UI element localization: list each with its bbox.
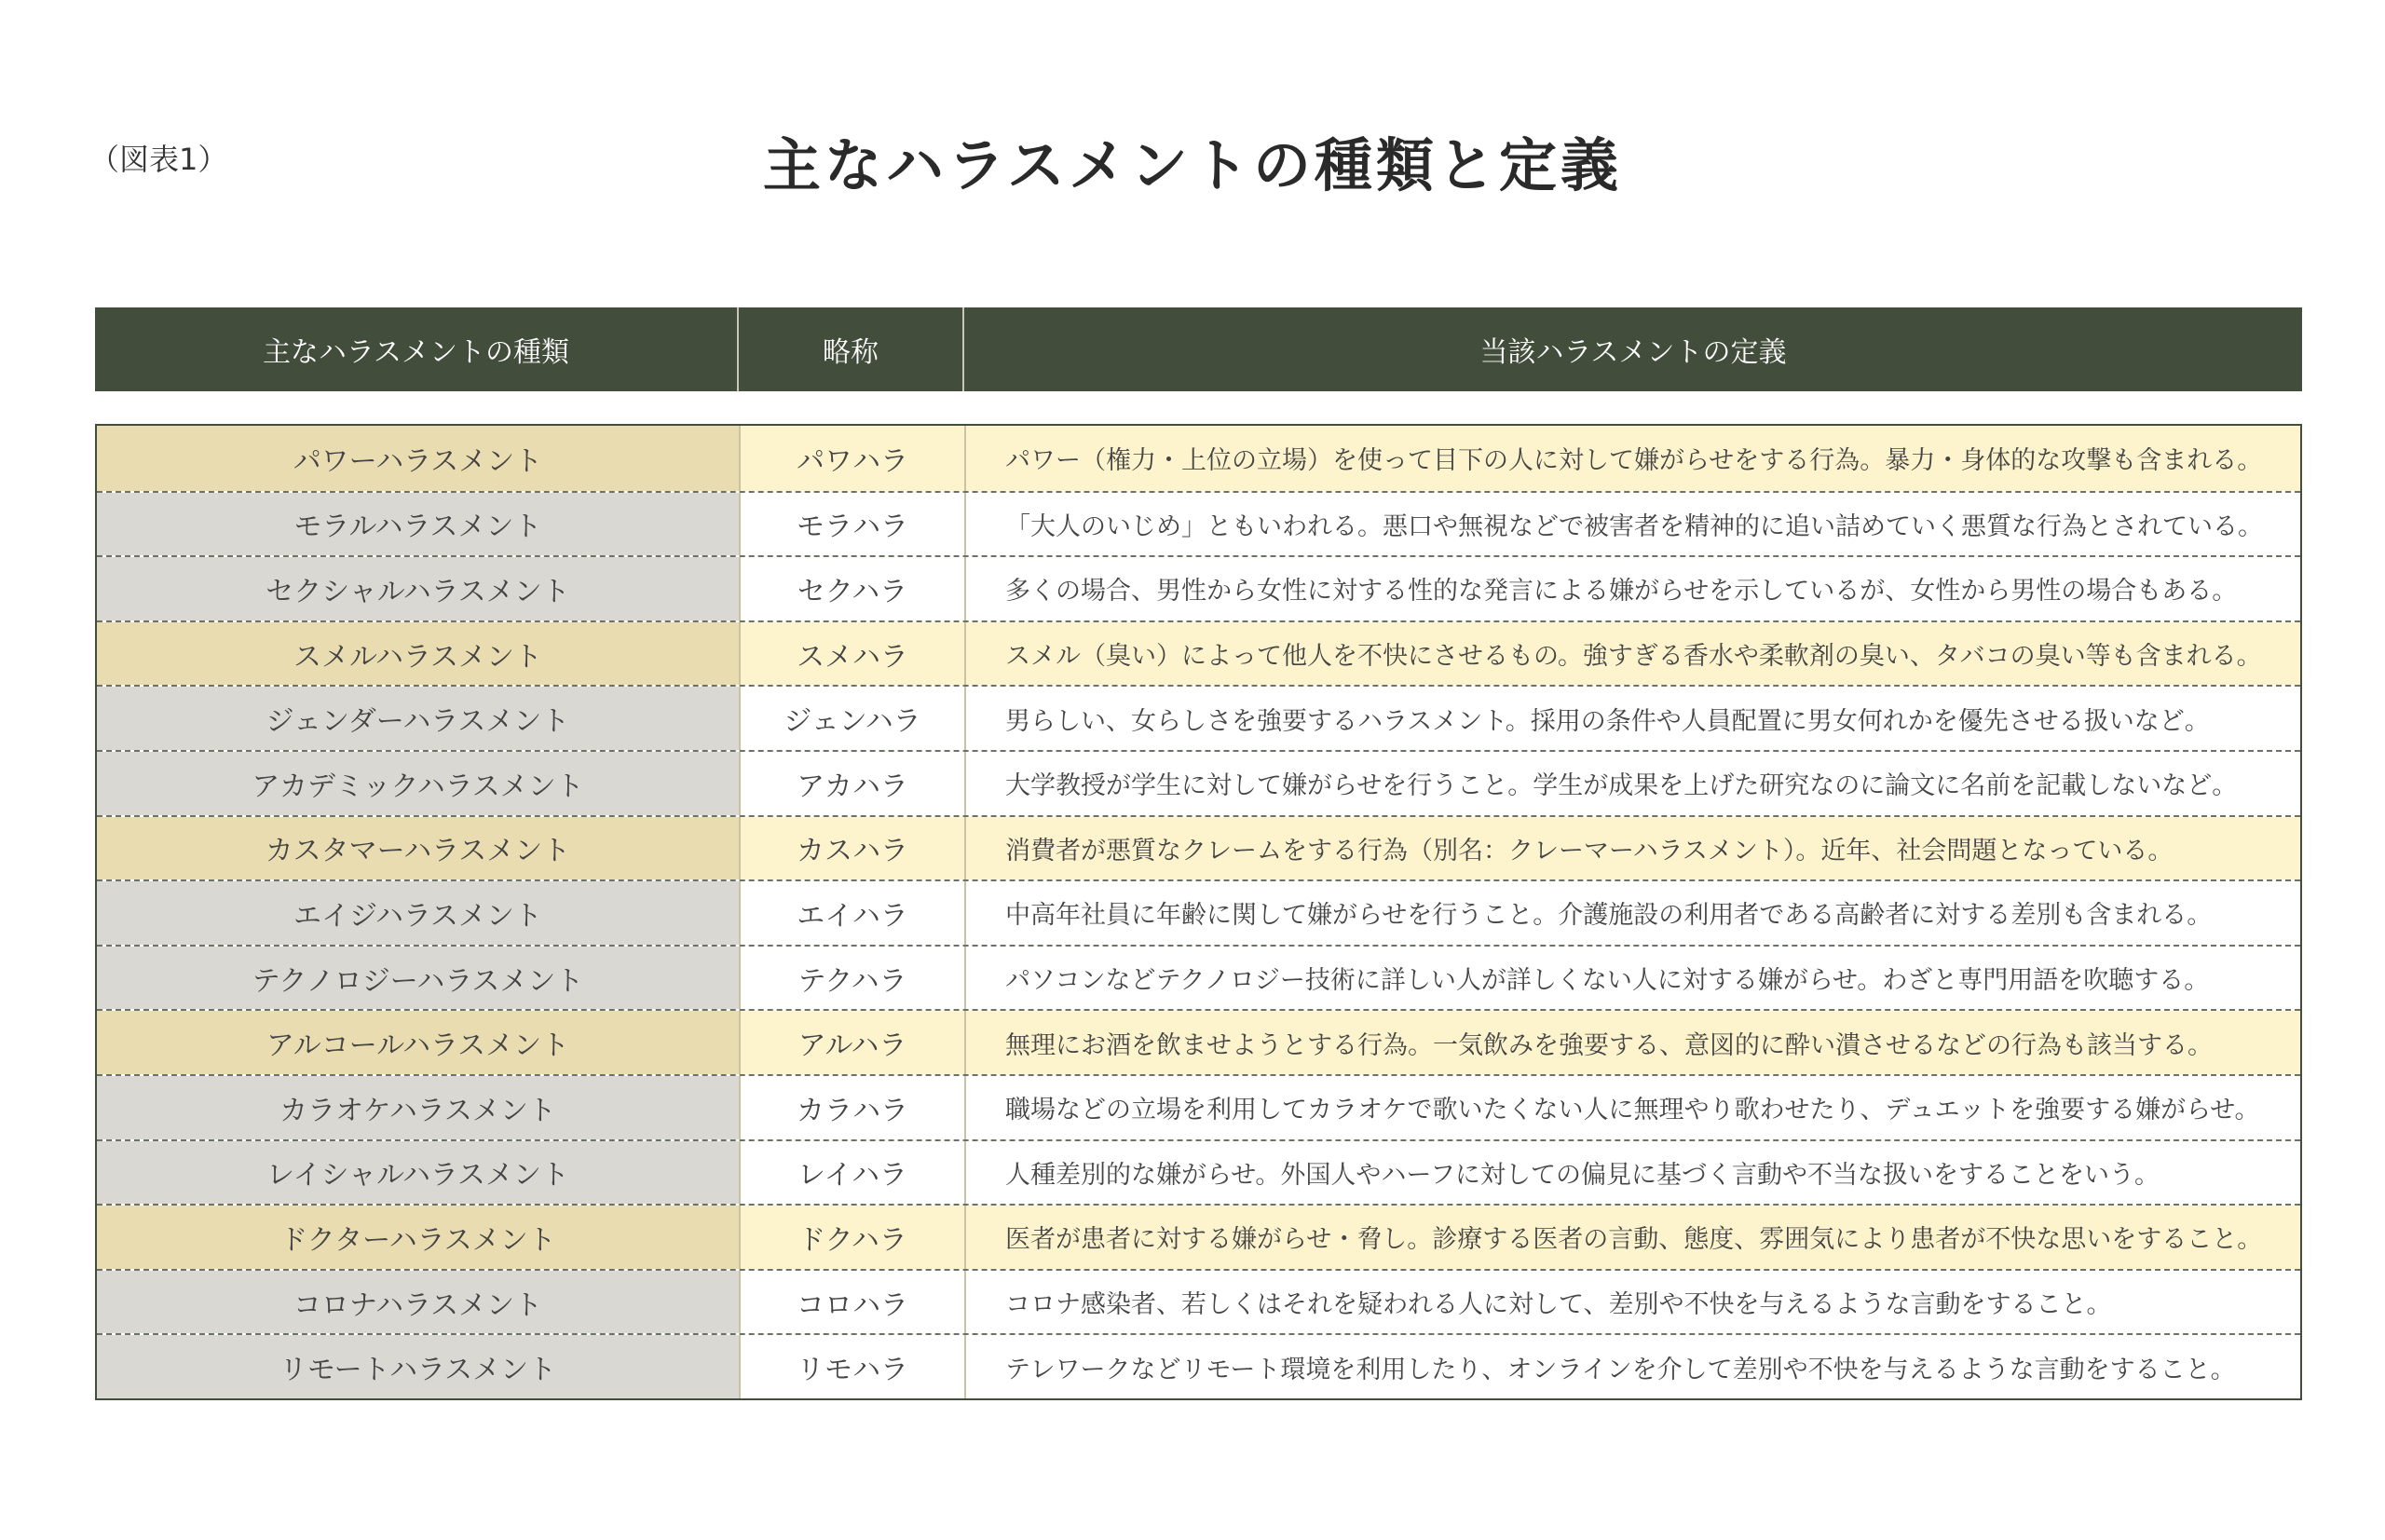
table-header xyxy=(95,307,2302,391)
table-row xyxy=(97,879,2300,945)
abbreviation: テクハラ xyxy=(741,947,966,1010)
definition: 医者が患者に対する嫌がらせ・脅し。診療する医者の言動、態度、雰囲気により患者が不快な思いをすること。 xyxy=(966,1206,2300,1269)
definition: 消費者が悪質なクレームをする行為（別名：クレーマーハラスメント）。近年、社会問題となっている。 xyxy=(966,817,2300,880)
table-row xyxy=(97,685,2300,750)
definition: スメル（臭い）によって他人を不快にさせるもの。強すぎる香水や柔軟剤の臭い、タバコの臭い等も含まれる。 xyxy=(966,622,2300,686)
harassment-type: テクノロジーハラスメント xyxy=(97,947,741,1010)
definition: パワー（権力・上位の立場）を使って目下の人に対して嫌がらせをする行為。暴力・身体的な攻撃も含まれる。 xyxy=(966,426,2300,491)
harassment-type: セクシャルハラスメント xyxy=(97,557,741,620)
table-row xyxy=(97,620,2300,686)
abbreviation: パワハラ xyxy=(741,426,966,491)
abbreviation: ジェンハラ xyxy=(741,687,966,750)
table-row xyxy=(97,1139,2300,1205)
harassment-type: ドクターハラスメント xyxy=(97,1206,741,1269)
harassment-type: カスタマーハラスメント xyxy=(97,817,741,880)
definition: パソコンなどテクノロジー技術に詳しい人が詳しくない人に対する嫌がらせ。わざと専門用語を吹聴する。 xyxy=(1005,966,2210,996)
harassment-type: パワーハラスメント xyxy=(97,426,741,491)
definition: 多くの場合、男性から女性に対する性的な発言による嫌がらせを示しているが、女性から男性の場合もある。 xyxy=(1005,577,2238,606)
abbreviation: コロハラ xyxy=(741,1271,966,1334)
definition: 男らしい、女らしさを強要するハラスメント。採用の条件や人員配置に男女何れかを優先させる扱いなど。 xyxy=(1005,706,2210,736)
abbreviation: エイハラ xyxy=(741,881,966,945)
table-row xyxy=(97,491,2300,556)
abbreviation: レイハラ xyxy=(741,1141,966,1205)
definition: 中高年社員に年齢に関して嫌がらせを行うこと。介護施設の利用者である高齢者に対する差別も含まれる。 xyxy=(1005,901,2213,931)
definition: テレワークなどリモート環境を利用したり、オンラインを介して差別や不快を与えるような言動をすること。 xyxy=(1005,1355,2236,1384)
definition: 大学教授が学生に対して嫌がらせを行うこと。学生が成果を上げた研究なのに論文に名前を記載しないなど。 xyxy=(1005,771,2238,801)
header-abbr: 略称 xyxy=(739,307,964,391)
abbreviation: アカハラ xyxy=(741,752,966,815)
abbreviation: カスハラ xyxy=(741,817,966,880)
harassment-type: リモートハラスメント xyxy=(97,1335,741,1398)
table-row xyxy=(97,1269,2300,1334)
harassment-type: モラルハラスメント xyxy=(97,493,741,556)
table-row xyxy=(97,426,2300,491)
abbreviation: アルハラ xyxy=(741,1011,966,1074)
harassment-type: カラオケハラスメント xyxy=(97,1076,741,1139)
table-row xyxy=(97,750,2300,815)
table-row xyxy=(97,945,2300,1010)
page-title: 主なハラスメントの種類と定義 xyxy=(762,131,1623,199)
table-row xyxy=(97,555,2300,620)
harassment-type: コロナハラスメント xyxy=(97,1271,741,1334)
definition: コロナ感染者、若しくはそれを疑われる人に対して、差別や不快を与えるような言動をすること。 xyxy=(1005,1290,2112,1320)
definition: 人種差別的な嫌がらせ。外国人やハーフに対しての偏見に基づく言動や不当な扱いをすることをいう。 xyxy=(1005,1160,2160,1190)
harassment-type: スメルハラスメント xyxy=(97,622,741,686)
definition: 職場などの立場を利用してカラオケで歌いたくない人に無理やり歌わせたり、デュエットを強要する嫌がらせ。 xyxy=(1005,1096,2260,1125)
definition: 無理にお酒を飲ませようとする行為。一気飲みを強要する、意図的に酔い潰させるなどの行為も該当する。 xyxy=(966,1011,2300,1074)
abbreviation: ドクハラ xyxy=(741,1206,966,1269)
abbreviation: カラハラ xyxy=(741,1076,966,1139)
table-row xyxy=(97,815,2300,880)
abbreviation: セクハラ xyxy=(741,557,966,620)
abbreviation: スメハラ xyxy=(741,622,966,686)
harassment-type: レイシャルハラスメント xyxy=(97,1141,741,1205)
table-row xyxy=(97,1009,2300,1074)
harassment-type: アルコールハラスメント xyxy=(97,1011,741,1074)
table-row xyxy=(97,1074,2300,1139)
table-row xyxy=(97,1204,2300,1269)
header-definition: 当該ハラスメントの定義 xyxy=(1479,336,1787,369)
header-type: 主なハラスメントの種類 xyxy=(95,307,739,391)
figure-label: （図表1） xyxy=(89,142,228,177)
table-body xyxy=(95,424,2302,1400)
harassment-type: ジェンダーハラスメント xyxy=(97,687,741,750)
table-row xyxy=(97,1333,2300,1398)
harassment-type: アカデミックハラスメント xyxy=(97,752,741,815)
definition: 「大人のいじめ」ともいわれる。悪口や無視などで被害者を精神的に追い詰めていく悪質な行為とされている。 xyxy=(1005,511,2263,541)
abbreviation: リモハラ xyxy=(741,1335,966,1398)
harassment-type: エイジハラスメント xyxy=(97,881,741,945)
abbreviation: モラハラ xyxy=(741,493,966,556)
